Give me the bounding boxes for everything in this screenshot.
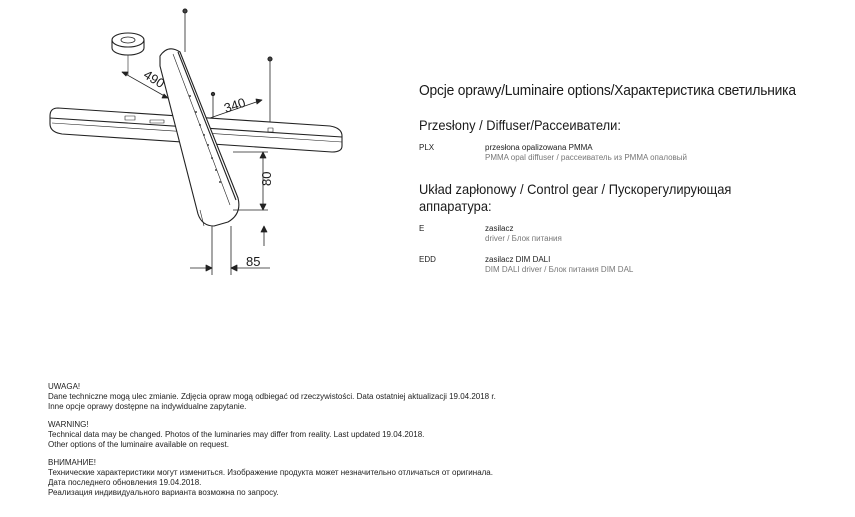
note-pl-line: Dane techniczne mogą ulec zmianie. Zdjęcia opraw mogą odbiegać od rzeczywistości. Data ostatniej aktualizacji 19.04.2018 r. (48, 392, 496, 401)
dimension-490: 490 (140, 66, 168, 92)
option-code: E (419, 224, 425, 233)
note-pl-heading: UWAGA! (48, 382, 81, 391)
note-pl-line: Inne opcje oprawy dostępne na indywidualne zapytanie. (48, 402, 247, 411)
note-ru-line: Дата последнего обновления 19.04.2018. (48, 478, 202, 487)
note-ru-heading: ВНИМАНИЕ! (48, 458, 96, 467)
option-label: zasilacz DIM DALI (485, 255, 551, 264)
note-en-heading: WARNING! (48, 420, 89, 429)
luminaire-technical-drawing (0, 0, 410, 300)
dimension-85: 85 (246, 254, 261, 269)
note-ru-line: Реализация индивидуального варианта возможна по запросу. (48, 488, 279, 497)
option-translation: PMMA opal diffuser / рассеиватель из PMMA опаловый (485, 153, 687, 162)
option-code: PLX (419, 143, 435, 152)
options-title: Opcje oprawy/Luminaire options/Характеристика светильника (419, 82, 796, 99)
option-code: EDD (419, 255, 436, 264)
dimension-80: 80 (259, 171, 274, 186)
note-ru-line: Технические характеристики могут измениться. Изображение продукта может незначительно отличаться от оригинала. (48, 468, 493, 477)
note-en-line: Technical data may be changed. Photos of the luminaries may differ from reality. Last updated 19.04.2018. (48, 430, 425, 439)
diffuser-heading: Przesłony / Diffuser/Рассеиватели: (419, 117, 621, 133)
control-gear-heading: Układ zapłonowy / Control gear / Пускорегулирующая (419, 181, 732, 197)
note-en-line: Other options of the luminaire available on request. (48, 440, 229, 449)
option-translation: DIM DALI driver / Блок питания DIM DAL (485, 265, 634, 274)
dimension-340: 340 (222, 94, 248, 116)
option-translation: driver / Блок питания (485, 234, 562, 243)
option-label: zasilacz (485, 224, 514, 233)
option-label: przesłona opalizowana PMMA (485, 143, 593, 152)
disclaimer-notes (48, 382, 496, 498)
control-gear-heading-cont: аппаратура: (419, 198, 492, 214)
ceiling-canopy (112, 33, 144, 75)
